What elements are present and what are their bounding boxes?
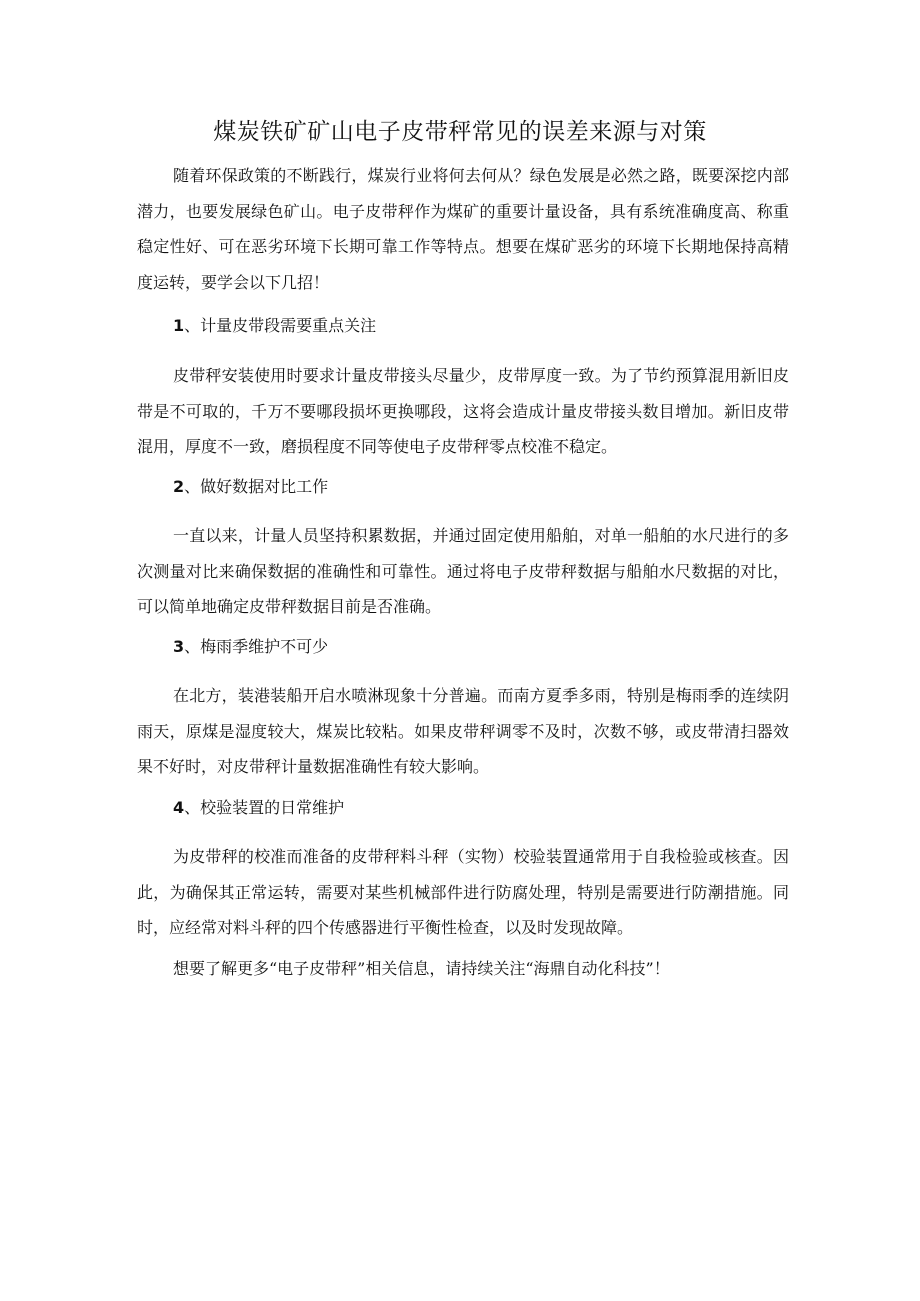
section-1-title: 计量皮带段需要重点关注 xyxy=(200,316,377,335)
section-3-separator: 、 xyxy=(184,637,201,656)
section-1-number: 1 xyxy=(173,316,185,335)
section-4-number: 4 xyxy=(173,798,185,817)
section-3-number: 3 xyxy=(173,637,185,656)
section-2-heading xyxy=(173,475,328,499)
closing-paragraph: 想要了解更多“电子皮带秤”相关信息，请持续关注“海鼎自动化科技”！ xyxy=(173,959,670,978)
section-3-body: 在北方，装港装船开启水喷淋现象十分普遍。而南方夏季多雨，特别是梅雨季的连续阴雨天，原煤是湿度较大，煤炭比较粘。如果皮带秤调零不及时，次数不够，或皮带清扫器效果不好时，对皮带秤计量数据准确性有较大影响。 xyxy=(137,686,789,776)
section-3-title: 梅雨季维护不可少 xyxy=(200,637,329,656)
intro-paragraph: 随着环保政策的不断践行，煤炭行业将何去何从？绿色发展是必然之路，既要深挖内部潜力，也要发展绿色矿山。电子皮带秤作为煤矿的重要计量设备，具有系统准确度高、称重稳定性好、可在恶劣环境下长期可靠工作等特点。想要在煤矿恶劣的环境下长期地保持高精度运转，要学会以下几招！ xyxy=(137,166,789,292)
section-2-body: 一直以来，计量人员坚持积累数据，并通过固定使用船舶，对单一船舶的水尺进行的多次测量对比来确保数据的准确性和可靠性。通过将电子皮带秤数据与船舶水尺数据的对比，可以简单地确定皮带秤数据目前是否准确。 xyxy=(137,526,789,616)
section-4-separator: 、 xyxy=(184,798,201,817)
section-4-body: 为皮带秤的校准而准备的皮带秤料斗秤（实物）校验装置通常用于自我检验或核查。因此，为确保其正常运转，需要对某些机械部件进行防腐处理，特别是需要进行防潮措施。同时，应经常对料斗秤的四个传感器进行平衡性检查，以及时发现故障。 xyxy=(137,847,789,937)
section-4-title: 校验装置的日常维护 xyxy=(200,798,345,817)
section-2-title: 做好数据对比工作 xyxy=(200,477,329,496)
section-2-separator: 、 xyxy=(184,477,201,496)
document-title: 煤炭铁矿矿山电子皮带秤常见的误差来源与对策 xyxy=(213,119,707,145)
section-1-heading xyxy=(173,314,376,338)
section-3-heading xyxy=(173,635,328,659)
section-1-separator: 、 xyxy=(184,316,201,335)
section-2-number: 2 xyxy=(173,477,185,496)
section-1-body: 皮带秤安装使用时要求计量皮带接头尽量少，皮带厚度一致。为了节约预算混用新旧皮带是不可取的，千万不要哪段损坏更换哪段，这将会造成计量皮带接头数目增加。新旧皮带混用，厚度不一致，磨损程度不同等使电子皮带秤零点校准不稳定。 xyxy=(137,366,789,456)
section-4-heading xyxy=(173,796,344,820)
